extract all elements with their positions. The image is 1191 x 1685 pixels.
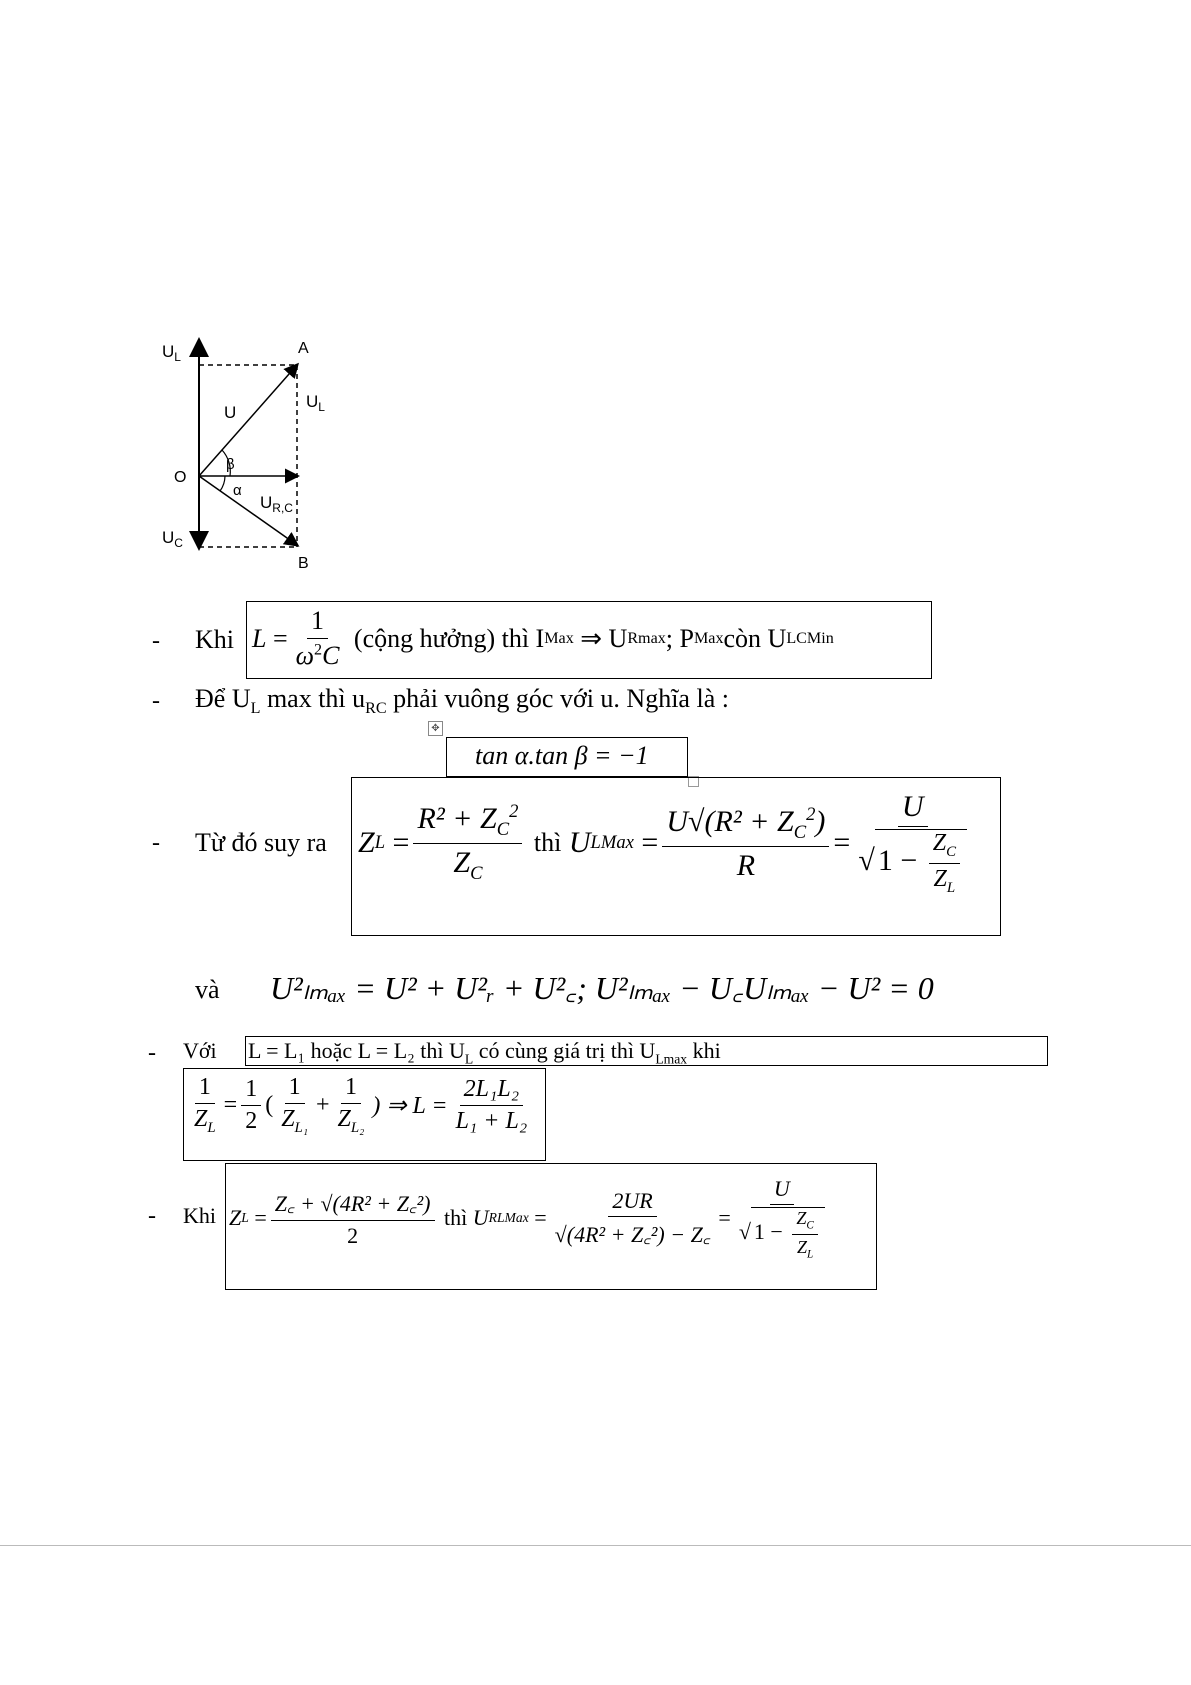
label-urc: $U_{R,C}$ (260, 493, 293, 515)
bullet-dash: - (152, 830, 160, 856)
resonance-formula: L = $\frac{1}{\omega^2C}$ (cộng hưởng) thì I Max ⇒ U Rmax ; P Max còn U LCMin (252, 606, 834, 670)
zl-harmonic-formula: $\frac{1}{Z_L}$ = $\frac{1}{2}$ ( $\frac{1}{Z_{L_1}}$ + $\frac{1}{Z_{L_2}}$ ) ⇒ L = $\frac{\text{2L₁L₂}}{\text{L₁ + L₂}}$ (194, 1074, 528, 1136)
label-o: O (174, 469, 187, 486)
label-ul-side: $U_L$ (306, 392, 325, 414)
va-label: và (195, 975, 220, 1004)
voi-label: Với (183, 1038, 217, 1063)
tan-formula: tan α.tan β = −1 (475, 741, 649, 770)
khi-label: Khi (195, 625, 234, 654)
label-b: B (298, 555, 309, 572)
ulmax-relation: U²ₗₘₐₓ = U² + U²ᵣ + U²꜀; U²ₗₘₐₓ − U꜀Uₗₘₐₓ − U² = 0 (270, 970, 934, 1006)
bullet-dash: - (148, 1203, 156, 1229)
condition-text: Để $U_L$ max thì $u_{RC}$ phải vuông góc với u. Nghĩa là : (195, 684, 729, 718)
table-move-handle-icon[interactable]: ✥ (428, 721, 443, 736)
ulmax-formula: Z L = $\frac{R^2 + Z_C^2}{Z_C}$ thì U LMax = $\frac{U√(R^2 + Z_C^2)}{R}$ = U √ 1 − $\frac{Z_C}{Z_L}$ (358, 790, 975, 897)
label-a: A (298, 340, 309, 357)
label-alpha: α (233, 482, 242, 499)
khi-label-2: Khi (183, 1203, 216, 1228)
label-beta: β (226, 456, 235, 473)
bullet-dash: - (152, 628, 160, 654)
phasor-diagram (150, 325, 350, 575)
l1-l2-condition: L = L₁ hoặc L = L₂ thì $U_L$ có cùng giá trị thì $U_{Lmax}$ khi (248, 1038, 721, 1067)
bullet-dash: - (148, 1040, 156, 1066)
label-ul-axis: $U_L$ (162, 342, 181, 364)
suy-ra-label: Từ đó suy ra (195, 828, 327, 857)
label-uc-axis: $U_C$ (162, 528, 183, 550)
label-u: U (224, 403, 237, 422)
urlmax-formula: Z L = $\frac{\text{Z꜀ + √(4R² + Z꜀²)}}{2}$ thì U RLMax = $\frac{2UR}{\text{√(4R² + Z꜀²) − Z꜀}}$ = U √ 1 − $\frac{Z_C}{Z_L}$ (229, 1176, 833, 1260)
page-footer-divider (0, 1545, 1191, 1546)
bullet-dash: - (152, 688, 160, 714)
